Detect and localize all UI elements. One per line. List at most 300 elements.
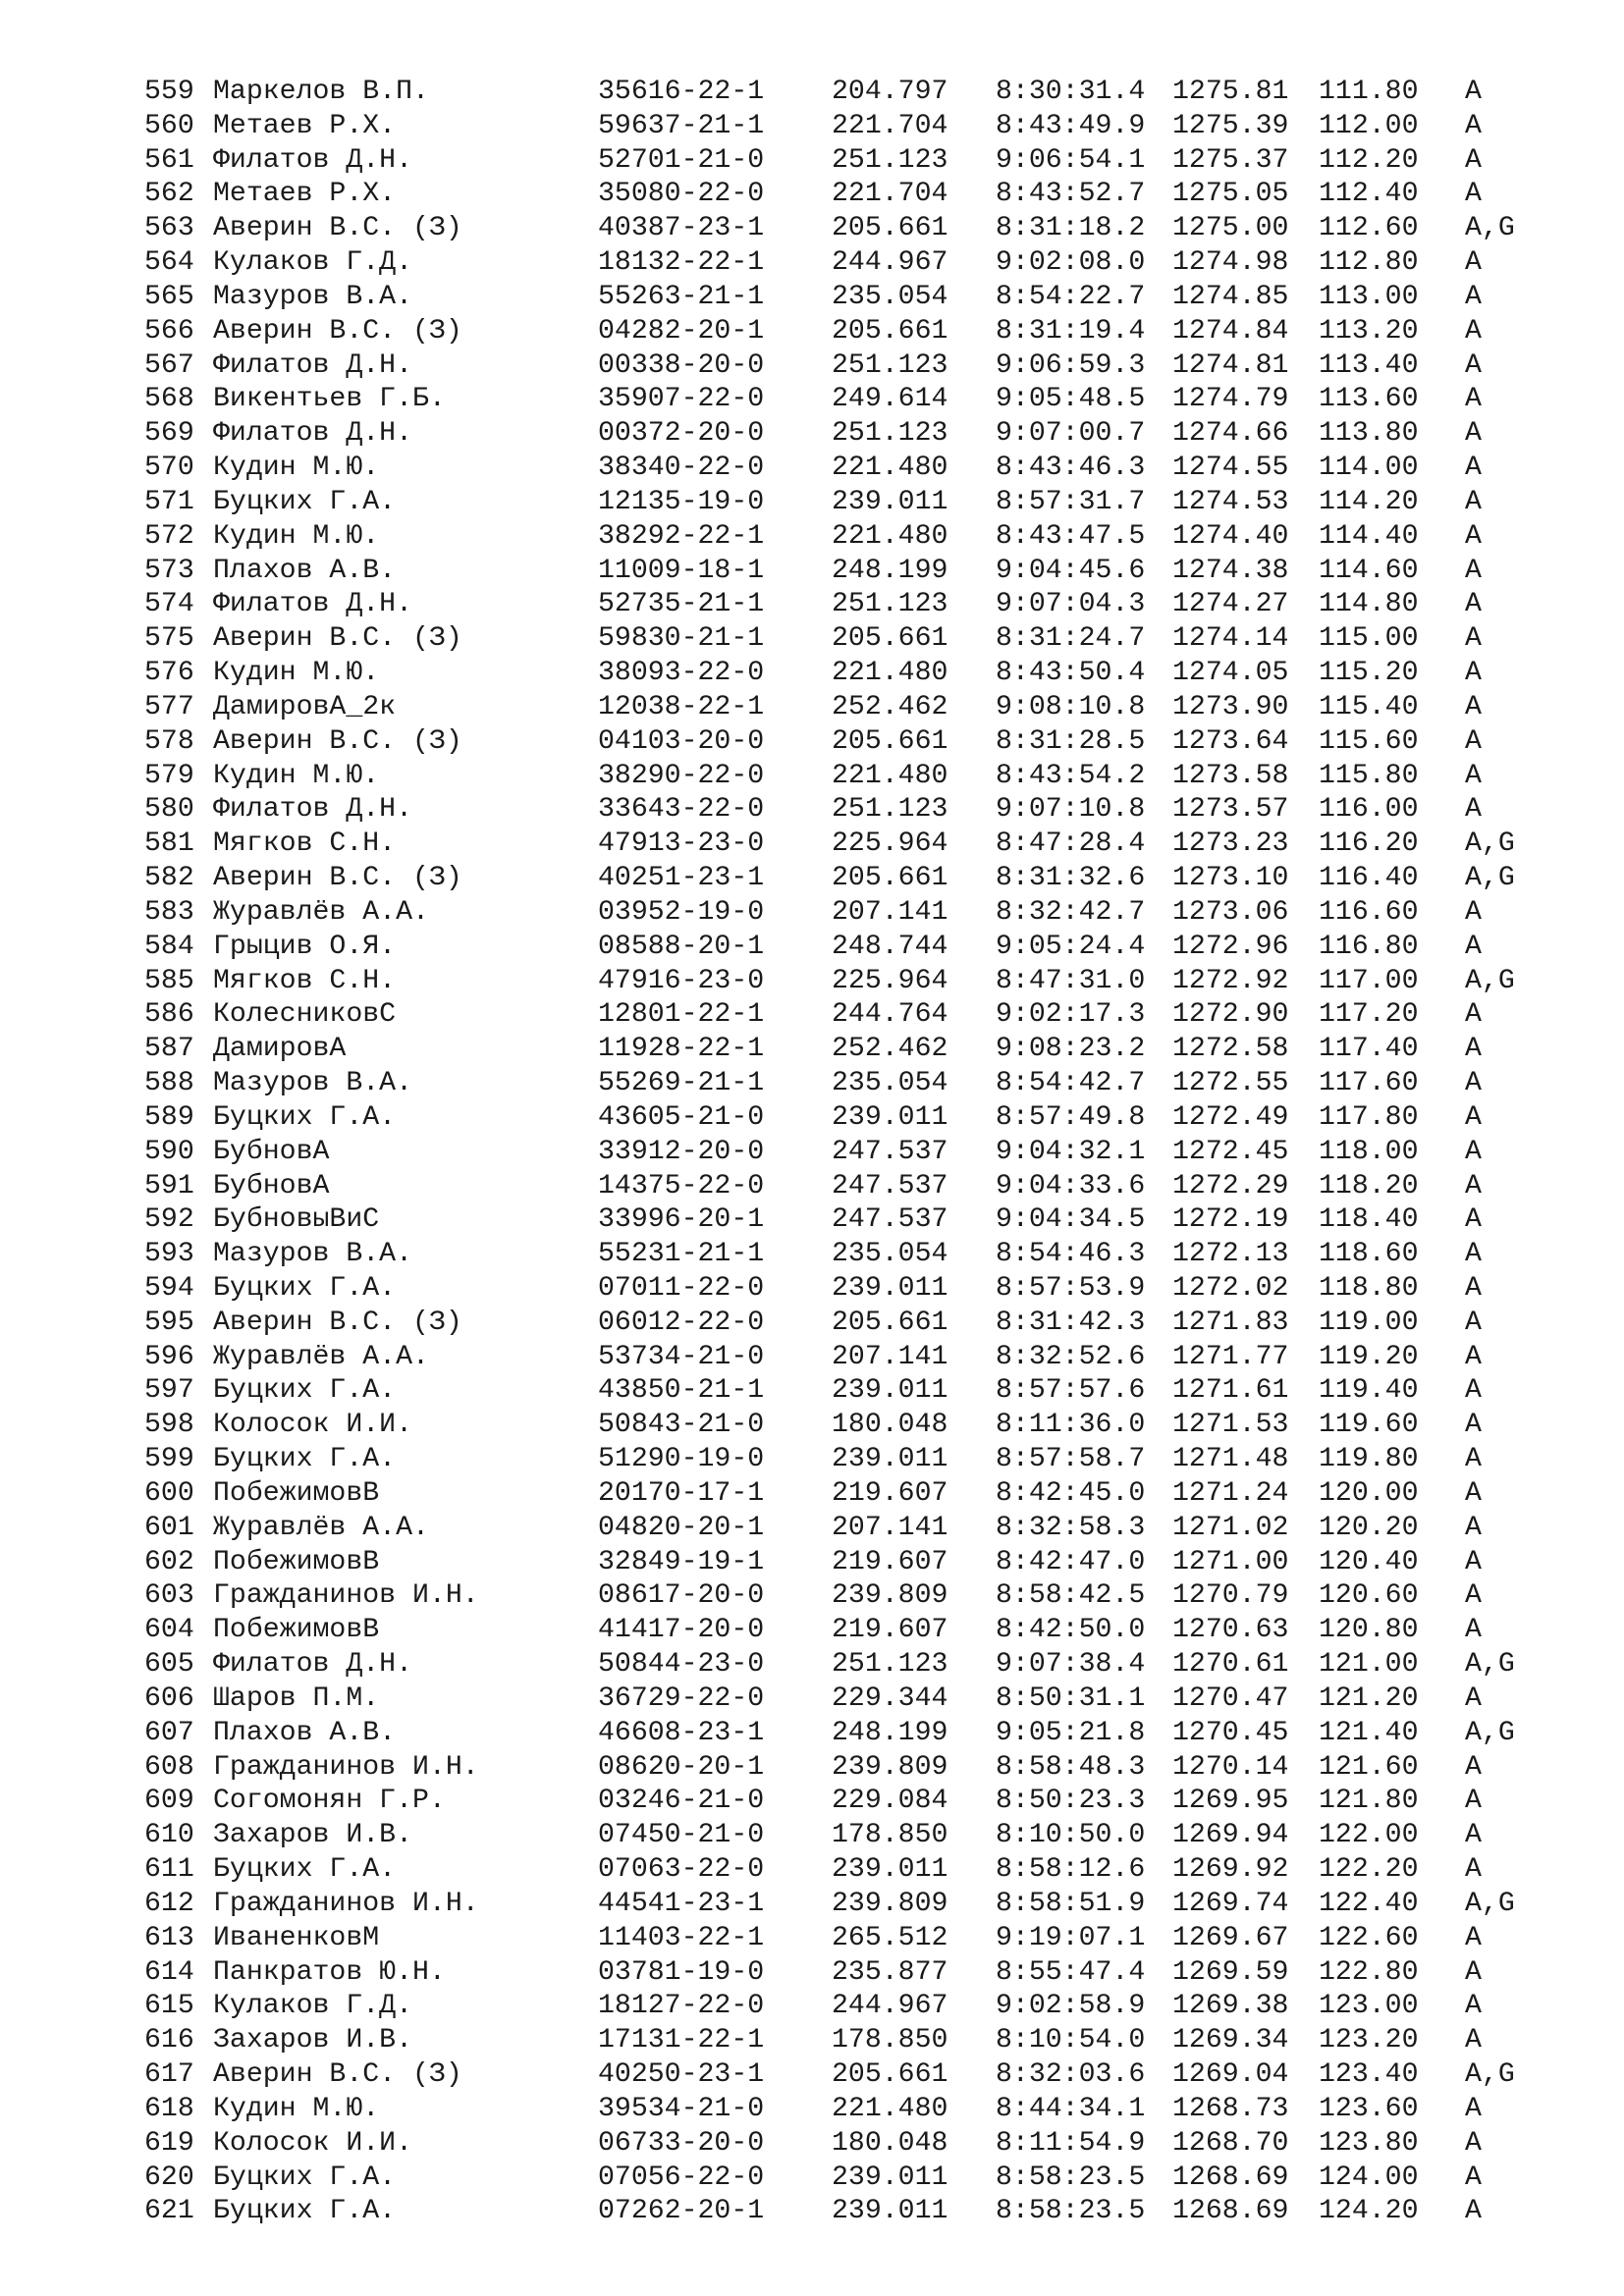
flags: A [1465, 1101, 1482, 1133]
fancier-name: Аверин В.С. (З) [213, 623, 462, 655]
place-number: 596 [144, 1341, 194, 1372]
speed: 1272.49 [1172, 1101, 1289, 1133]
fancier-name: Аверин В.С. (З) [213, 315, 462, 347]
ring-number: 39534-21-0 [598, 2093, 765, 2124]
place-number: 589 [144, 1101, 194, 1133]
flags: A [1465, 1580, 1482, 1612]
ring-number: 04103-20-0 [598, 725, 765, 757]
place-number: 572 [144, 520, 194, 552]
fancier-name: Буцких Г.А. [213, 1101, 397, 1133]
coefficient: 114.00 [1319, 453, 1419, 484]
distance: 225.964 [832, 828, 948, 860]
result-row [144, 1922, 1539, 1956]
place-number: 593 [144, 1239, 194, 1270]
arrival-time: 8:58:51.9 [996, 1888, 1146, 1919]
speed: 1272.13 [1172, 1239, 1289, 1270]
distance: 178.850 [832, 2025, 948, 2056]
coefficient: 117.80 [1319, 1101, 1419, 1133]
arrival-time: 9:02:17.3 [996, 999, 1146, 1031]
distance: 235.877 [832, 1956, 948, 1988]
speed: 1274.66 [1172, 418, 1289, 450]
distance: 221.480 [832, 453, 948, 484]
place-number: 591 [144, 1170, 194, 1201]
result-row [144, 2093, 1539, 2127]
result-row [144, 622, 1539, 657]
distance: 225.964 [832, 965, 948, 996]
place-number: 585 [144, 965, 194, 996]
result-row [144, 2024, 1539, 2058]
distance: 247.537 [832, 1204, 948, 1236]
ring-number: 50844-23-0 [598, 1649, 765, 1681]
place-number: 577 [144, 691, 194, 722]
distance: 205.661 [832, 2059, 948, 2091]
arrival-time: 8:43:52.7 [996, 179, 1146, 210]
speed: 1268.73 [1172, 2093, 1289, 2124]
arrival-time: 9:06:59.3 [996, 349, 1146, 381]
ring-number: 20170-17-1 [598, 1477, 765, 1509]
place-number: 564 [144, 247, 194, 279]
flags: A,G [1465, 1888, 1515, 1919]
fancier-name: Журавлёв А.А. [213, 1512, 429, 1543]
speed: 1269.94 [1172, 1820, 1289, 1851]
arrival-time: 8:54:22.7 [996, 281, 1146, 312]
distance: 239.011 [832, 1375, 948, 1407]
coefficient: 117.20 [1319, 999, 1419, 1031]
coefficient: 116.40 [1319, 863, 1419, 894]
flags: A [1465, 1512, 1482, 1543]
result-row [144, 1512, 1539, 1546]
result-row [144, 1546, 1539, 1580]
arrival-time: 9:04:34.5 [996, 1204, 1146, 1236]
distance: 178.850 [832, 1820, 948, 1851]
result-row [144, 725, 1539, 760]
fancier-name: Гражданинов И.Н. [213, 1751, 479, 1783]
coefficient: 116.20 [1319, 828, 1419, 860]
ring-number: 53734-21-0 [598, 1341, 765, 1372]
fancier-name: Маркелов В.П. [213, 77, 429, 107]
arrival-time: 8:43:50.4 [996, 658, 1146, 689]
distance: 239.011 [832, 1854, 948, 1886]
arrival-time: 8:57:49.8 [996, 1101, 1146, 1133]
place-number: 566 [144, 315, 194, 347]
arrival-time: 9:05:21.8 [996, 1717, 1146, 1748]
ring-number: 33996-20-1 [598, 1204, 765, 1236]
flags: A [1465, 794, 1482, 826]
arrival-time: 8:42:47.0 [996, 1546, 1146, 1577]
fancier-name: Буцких Г.А. [213, 1375, 397, 1407]
distance: 205.661 [832, 213, 948, 244]
distance: 247.537 [832, 1136, 948, 1167]
place-number: 599 [144, 1444, 194, 1475]
speed: 1270.47 [1172, 1682, 1289, 1714]
speed: 1273.90 [1172, 691, 1289, 722]
speed: 1274.05 [1172, 658, 1289, 689]
coefficient: 114.40 [1319, 520, 1419, 552]
distance: 239.011 [832, 2162, 948, 2193]
coefficient: 124.00 [1319, 2162, 1419, 2193]
ring-number: 00338-20-0 [598, 349, 765, 381]
distance: 219.607 [832, 1477, 948, 1509]
place-number: 579 [144, 760, 194, 791]
speed: 1271.61 [1172, 1375, 1289, 1407]
result-row [144, 998, 1539, 1033]
fancier-name: Буцких Г.А. [213, 1444, 397, 1475]
speed: 1274.98 [1172, 247, 1289, 279]
fancier-name: КолесниковС [213, 999, 397, 1031]
place-number: 597 [144, 1375, 194, 1407]
distance: 239.011 [832, 1101, 948, 1133]
result-row [144, 212, 1539, 246]
ring-number: 18132-22-1 [598, 247, 765, 279]
fancier-name: Кудин М.Ю. [213, 658, 380, 689]
result-row [144, 2058, 1539, 2093]
arrival-time: 8:57:57.6 [996, 1375, 1146, 1407]
flags: A [1465, 1956, 1482, 1988]
arrival-time: 9:07:10.8 [996, 794, 1146, 826]
speed: 1275.05 [1172, 179, 1289, 210]
flags: A [1465, 2127, 1482, 2159]
coefficient: 117.40 [1319, 1034, 1419, 1065]
ring-number: 47916-23-0 [598, 965, 765, 996]
speed: 1274.53 [1172, 486, 1289, 517]
distance: 251.123 [832, 794, 948, 826]
distance: 249.614 [832, 384, 948, 415]
coefficient: 119.60 [1319, 1410, 1419, 1441]
result-row [144, 2195, 1539, 2229]
coefficient: 122.00 [1319, 1820, 1419, 1851]
arrival-time: 8:32:03.6 [996, 2059, 1146, 2091]
result-row [144, 1751, 1539, 1786]
speed: 1270.61 [1172, 1649, 1289, 1681]
coefficient: 124.20 [1319, 2196, 1419, 2227]
arrival-time: 8:31:28.5 [996, 725, 1146, 757]
distance: 221.480 [832, 520, 948, 552]
ring-number: 43850-21-1 [598, 1375, 765, 1407]
fancier-name: ДамировА [213, 1034, 347, 1065]
flags: A [1465, 1239, 1482, 1270]
coefficient: 118.00 [1319, 1136, 1419, 1167]
fancier-name: Мазуров В.А. [213, 1239, 412, 1270]
speed: 1272.90 [1172, 999, 1289, 1031]
coefficient: 122.60 [1319, 1922, 1419, 1953]
result-row [144, 486, 1539, 520]
flags: A [1465, 486, 1482, 517]
speed: 1274.14 [1172, 623, 1289, 655]
flags: A,G [1465, 1717, 1515, 1748]
fancier-name: БубновА [213, 1136, 330, 1167]
fancier-name: Филатов Д.Н. [213, 144, 412, 176]
speed: 1272.92 [1172, 965, 1289, 996]
coefficient: 115.40 [1319, 691, 1419, 722]
flags: A [1465, 1922, 1482, 1953]
fancier-name: Шаров П.М. [213, 1682, 380, 1714]
speed: 1275.37 [1172, 144, 1289, 176]
flags: A [1465, 1991, 1482, 2022]
place-number: 615 [144, 1991, 194, 2022]
result-row [144, 1717, 1539, 1751]
ring-number: 07450-21-0 [598, 1820, 765, 1851]
speed: 1271.77 [1172, 1341, 1289, 1372]
distance: 239.011 [832, 2196, 948, 2227]
speed: 1270.45 [1172, 1717, 1289, 1748]
fancier-name: Кудин М.Ю. [213, 453, 380, 484]
place-number: 583 [144, 896, 194, 928]
flags: A [1465, 179, 1482, 210]
place-number: 562 [144, 179, 194, 210]
arrival-time: 9:07:38.4 [996, 1649, 1146, 1681]
speed: 1271.83 [1172, 1307, 1289, 1338]
coefficient: 115.00 [1319, 623, 1419, 655]
ring-number: 03246-21-0 [598, 1786, 765, 1817]
ring-number: 07011-22-0 [598, 1272, 765, 1304]
place-number: 565 [144, 281, 194, 312]
place-number: 606 [144, 1682, 194, 1714]
coefficient: 112.80 [1319, 247, 1419, 279]
arrival-time: 8:11:54.9 [996, 2127, 1146, 2159]
place-number: 603 [144, 1580, 194, 1612]
place-number: 576 [144, 658, 194, 689]
arrival-time: 8:32:58.3 [996, 1512, 1146, 1543]
fancier-name: Журавлёв А.А. [213, 1341, 429, 1372]
race-results-list [144, 76, 1539, 2229]
arrival-time: 8:31:24.7 [996, 623, 1146, 655]
speed: 1269.04 [1172, 2059, 1289, 2091]
distance: 239.809 [832, 1580, 948, 1612]
arrival-time: 8:54:42.7 [996, 1068, 1146, 1099]
arrival-time: 8:58:23.5 [996, 2196, 1146, 2227]
place-number: 602 [144, 1546, 194, 1577]
place-number: 578 [144, 725, 194, 757]
place-number: 612 [144, 1888, 194, 1919]
place-number: 619 [144, 2127, 194, 2159]
coefficient: 119.40 [1319, 1375, 1419, 1407]
ring-number: 11928-22-1 [598, 1034, 765, 1065]
result-row [144, 1033, 1539, 1067]
fancier-name: ПобежимовВ [213, 1477, 380, 1509]
speed: 1275.39 [1172, 110, 1289, 141]
result-row [144, 1272, 1539, 1307]
coefficient: 119.80 [1319, 1444, 1419, 1475]
arrival-time: 8:31:42.3 [996, 1307, 1146, 1338]
result-row [144, 1067, 1539, 1101]
place-number: 605 [144, 1649, 194, 1681]
speed: 1269.95 [1172, 1786, 1289, 1817]
flags: A [1465, 2196, 1482, 2227]
ring-number: 52701-21-0 [598, 144, 765, 176]
flags: A [1465, 281, 1482, 312]
arrival-time: 8:47:31.0 [996, 965, 1146, 996]
speed: 1273.23 [1172, 828, 1289, 860]
place-number: 560 [144, 110, 194, 141]
arrival-time: 8:50:23.3 [996, 1786, 1146, 1817]
coefficient: 112.60 [1319, 213, 1419, 244]
speed: 1270.63 [1172, 1615, 1289, 1646]
result-row [144, 965, 1539, 999]
flags: A,G [1465, 1649, 1515, 1681]
flags: A [1465, 453, 1482, 484]
fancier-name: Филатов Д.Н. [213, 589, 412, 620]
result-row [144, 1101, 1539, 1136]
arrival-time: 8:11:36.0 [996, 1410, 1146, 1441]
fancier-name: Аверин В.С. (З) [213, 863, 462, 894]
ring-number: 38292-22-1 [598, 520, 765, 552]
speed: 1272.96 [1172, 931, 1289, 962]
distance: 205.661 [832, 725, 948, 757]
ring-number: 03781-19-0 [598, 1956, 765, 1988]
fancier-name: БубновыВиС [213, 1204, 380, 1236]
flags: A [1465, 725, 1482, 757]
flags: A [1465, 1136, 1482, 1167]
ring-number: 07063-22-0 [598, 1854, 765, 1886]
distance: 251.123 [832, 144, 948, 176]
result-row [144, 178, 1539, 212]
fancier-name: Журавлёв А.А. [213, 896, 429, 928]
ring-number: 32849-19-1 [598, 1546, 765, 1577]
distance: 251.123 [832, 349, 948, 381]
place-number: 592 [144, 1204, 194, 1236]
arrival-time: 8:58:48.3 [996, 1751, 1146, 1783]
distance: 207.141 [832, 1341, 948, 1372]
flags: A [1465, 1204, 1482, 1236]
result-row [144, 144, 1539, 179]
distance: 235.054 [832, 1239, 948, 1270]
fancier-name: Кудин М.Ю. [213, 760, 380, 791]
distance: 239.011 [832, 486, 948, 517]
flags: A [1465, 1615, 1482, 1646]
result-row [144, 1238, 1539, 1272]
coefficient: 119.20 [1319, 1341, 1419, 1372]
distance: 265.512 [832, 1922, 948, 1953]
flags: A [1465, 1546, 1482, 1577]
coefficient: 120.60 [1319, 1580, 1419, 1612]
coefficient: 112.00 [1319, 110, 1419, 141]
result-row [144, 452, 1539, 486]
distance: 207.141 [832, 896, 948, 928]
distance: 244.764 [832, 999, 948, 1031]
flags: A [1465, 555, 1482, 586]
speed: 1270.79 [1172, 1580, 1289, 1612]
coefficient: 112.40 [1319, 179, 1419, 210]
arrival-time: 8:44:34.1 [996, 2093, 1146, 2124]
arrival-time: 8:32:42.7 [996, 896, 1146, 928]
coefficient: 112.20 [1319, 144, 1419, 176]
ring-number: 38093-22-0 [598, 658, 765, 689]
coefficient: 111.80 [1319, 77, 1419, 107]
flags: A [1465, 520, 1482, 552]
coefficient: 123.40 [1319, 2059, 1419, 2091]
flags: A [1465, 623, 1482, 655]
speed: 1272.55 [1172, 1068, 1289, 1099]
ring-number: 46608-23-1 [598, 1717, 765, 1748]
ring-number: 51290-19-0 [598, 1444, 765, 1475]
fancier-name: Аверин В.С. (З) [213, 1307, 462, 1338]
arrival-time: 9:07:00.7 [996, 418, 1146, 450]
distance: 251.123 [832, 418, 948, 450]
result-row [144, 1614, 1539, 1648]
flags: A [1465, 349, 1482, 381]
ring-number: 40251-23-1 [598, 863, 765, 894]
flags: A [1465, 931, 1482, 962]
flags: A [1465, 2093, 1482, 2124]
place-number: 620 [144, 2162, 194, 2193]
result-row [144, 691, 1539, 725]
flags: A [1465, 760, 1482, 791]
ring-number: 12135-19-0 [598, 486, 765, 517]
speed: 1275.00 [1172, 213, 1289, 244]
fancier-name: Мягков С.Н. [213, 828, 397, 860]
result-row [144, 657, 1539, 691]
ring-number: 33643-22-0 [598, 794, 765, 826]
place-number: 569 [144, 418, 194, 450]
flags: A [1465, 110, 1482, 141]
result-row [144, 1785, 1539, 1819]
place-number: 618 [144, 2093, 194, 2124]
flags: A [1465, 1444, 1482, 1475]
arrival-time: 9:05:24.4 [996, 931, 1146, 962]
arrival-time: 8:31:18.2 [996, 213, 1146, 244]
result-row [144, 1853, 1539, 1888]
result-row [144, 281, 1539, 315]
place-number: 571 [144, 486, 194, 517]
fancier-name: Захаров И.В. [213, 2025, 412, 2056]
arrival-time: 8:50:31.1 [996, 1682, 1146, 1714]
coefficient: 116.80 [1319, 931, 1419, 962]
fancier-name: Колосок И.И. [213, 1410, 412, 1441]
arrival-time: 8:31:32.6 [996, 863, 1146, 894]
arrival-time: 9:04:33.6 [996, 1170, 1146, 1201]
place-number: 559 [144, 77, 194, 107]
ring-number: 33912-20-0 [598, 1136, 765, 1167]
fancier-name: Филатов Д.Н. [213, 794, 412, 826]
distance: 221.704 [832, 179, 948, 210]
fancier-name: Гражданинов И.Н. [213, 1580, 479, 1612]
arrival-time: 8:42:50.0 [996, 1615, 1146, 1646]
coefficient: 119.00 [1319, 1307, 1419, 1338]
place-number: 607 [144, 1717, 194, 1748]
fancier-name: ДамировА_2к [213, 691, 397, 722]
fancier-name: ИваненковМ [213, 1922, 380, 1953]
distance: 251.123 [832, 589, 948, 620]
distance: 239.011 [832, 1444, 948, 1475]
distance: 248.199 [832, 1717, 948, 1748]
place-number: 616 [144, 2025, 194, 2056]
fancier-name: Кудин М.Ю. [213, 2093, 380, 2124]
place-number: 598 [144, 1410, 194, 1441]
fancier-name: Кулаков Г.Д. [213, 247, 412, 279]
arrival-time: 8:57:53.9 [996, 1272, 1146, 1304]
speed: 1274.55 [1172, 453, 1289, 484]
result-row [144, 1477, 1539, 1512]
fancier-name: Плахов А.В. [213, 1717, 397, 1748]
arrival-time: 8:43:49.9 [996, 110, 1146, 141]
speed: 1274.27 [1172, 589, 1289, 620]
place-number: 594 [144, 1272, 194, 1304]
speed: 1269.92 [1172, 1854, 1289, 1886]
place-number: 608 [144, 1751, 194, 1783]
arrival-time: 8:10:50.0 [996, 1820, 1146, 1851]
distance: 247.537 [832, 1170, 948, 1201]
distance: 252.462 [832, 1034, 948, 1065]
fancier-name: Аверин В.С. (З) [213, 725, 462, 757]
distance: 204.797 [832, 77, 948, 107]
speed: 1273.64 [1172, 725, 1289, 757]
ring-number: 38340-22-0 [598, 453, 765, 484]
result-row [144, 246, 1539, 281]
place-number: 561 [144, 144, 194, 176]
arrival-time: 8:57:31.7 [996, 486, 1146, 517]
ring-number: 08620-20-1 [598, 1751, 765, 1783]
distance: 205.661 [832, 315, 948, 347]
